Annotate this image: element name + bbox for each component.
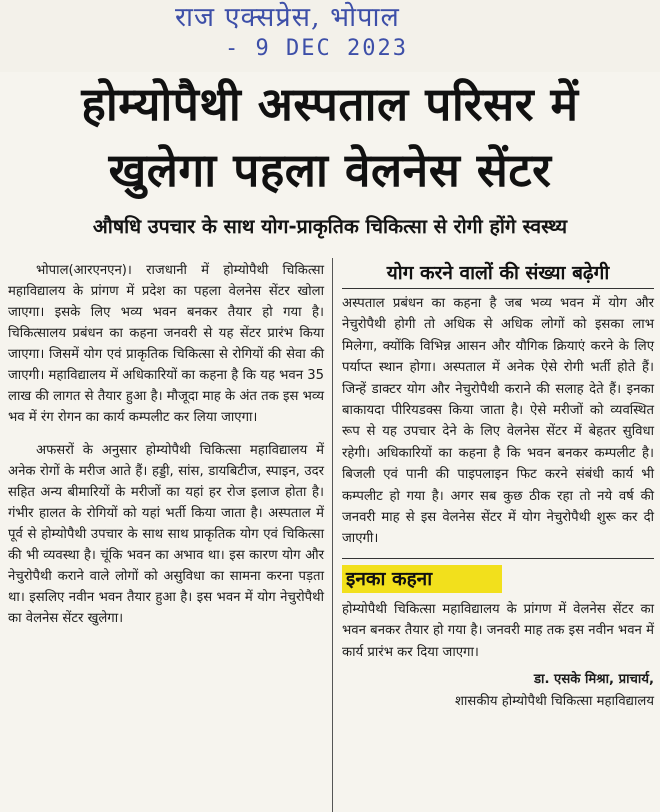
subheadline: औषधि उपचार के साथ योग-प्राकृतिक चिकित्सा से रोगी होंगे स्वस्थ्य: [92, 215, 568, 238]
headline: [0, 78, 660, 196]
sidebar-column: [342, 260, 654, 713]
news-clipping: [0, 72, 660, 812]
quote-person-name: डा. एसके मिश्रा, प्राचार्य,: [533, 672, 654, 688]
main-article-column: [8, 260, 324, 629]
article-paragraph-1: भोपाल(आरएनएन)। राजधानी में होम्योपैथी चिकित्सा महाविद्यालय के प्रांगण में प्रदेश का पहला वेलनेस सेंटर खोला जाएगा। इसके लिए भव्य भवन बनकर तैयार हो गया है। चिकित्सालय प्रबंधन का कहना जनवरी से यह सेंटर प्रारंभ किया जाएगा। जिसमें योग एवं प्राकृतिक चिकित्सा से रोगियों की सेवा की जाएगी। महाविद्यालय में अधिकारियों का कहना है कि यह भवन 35 लाख की लागत से तैयार हुआ है। मौजूदा माह के अंत तक इस भव्य भव में रंग रोगन का कार्य कम्पलीट कर लिया जाएगा।: [8, 263, 324, 425]
headline-line-2: खुलेगा पहला वेलनेस सेंटर: [108, 143, 552, 197]
quote-body: होम्योपैथी चिकित्सा महाविद्यालय के प्रांगण में वेलनेस सेंटर का भवन बनकर तैयार हो गया है। जनवरी माह तक इस नवीन भवन में कार्य प्रारंभ कर दिया जाएगा।: [342, 601, 654, 660]
newspaper-stamp: [175, 2, 505, 72]
column-divider: [332, 258, 333, 812]
sidebar-body: अस्पताल प्रबंधन का कहना है जब भव्य भवन में योग और नेचुरोपैथी होगी तो अधिक से अधिक लोगों को इसका लाभ मिलेगा, क्योंकि विभिन्न आसन और यौगिक क्रियाएं करने के लिए पर्याप्त स्थान होगा। अस्पताल में अनेक ऐसे रोगी भर्ती होते हैं। जिन्हें डाक्टर योग और नेचुरोपैथी कराने की सलाह देते हैं। इनका बाकायदा पीरियडक्स किया जाता है। ऐसे मरीजों को व्यवस्थित रूप से यह उपचार देने के लिए वेलनेस सेंटर में बेहतर सुविधा रहेगी। अधिकारियों का कहना है कि भवन बनकर कम्पलीट है। बिजली एवं पानी की पाइपलाइन फिट करने संबंधी कार्य भी कम्पलीट हो गया है। अगर सब कुछ ठीक रहा तो नये वर्ष की जनवरी माह से इस वेलनेस सेंटर में योग नेचुरोपैथी शुरू कर दी जाएगी।: [342, 296, 654, 547]
sidebar-heading: योग करने वालों की संख्या बढ़ेगी: [342, 260, 654, 289]
quote-signature: [342, 669, 654, 713]
article-paragraph-2: अफसरों के अनुसार होम्योपैथी चिकित्सा महाविद्यालय में अनेक रोगों के मरीज आते हैं। हड्डी, सांस, डायबिटीज, स्पाइन, उदर सहित अन्य बीमारियों के मरीजों का यहां हर रोज इलाज होता है। गंभीर हालत के रोगियों को यहां भर्ती किया जाता है। अस्पताल में पूर्व से होम्योपैथी उपचार के साथ साथ प्राकृतिक योग एवं चिकित्सा की भी व्यवस्था है। चूंकि भवन का अभाव था। इस कारण योग और नेचुरोपैथी कराने वाले लोगों को असुविधा का सामना करना पड़ता था। इसलिए नवीन भवन तैयार हुआ है। इस भवन में योग नेचुरोपैथी का वेलनेस सेंटर खुलेगा।: [8, 443, 324, 626]
headline-line-1: होम्योपैथी अस्पताल परिसर में: [81, 77, 579, 131]
quote-person-designation: शासकीय होम्योपैथी चिकित्सा महाविद्यालय: [455, 694, 654, 710]
sidebar-divider: [342, 558, 654, 559]
publication-date: - 9 DEC 2023: [225, 36, 408, 61]
newspaper-name: राज एक्सप्रेस, भोपाल: [175, 2, 400, 33]
quote-heading: इनका कहना: [342, 565, 502, 593]
